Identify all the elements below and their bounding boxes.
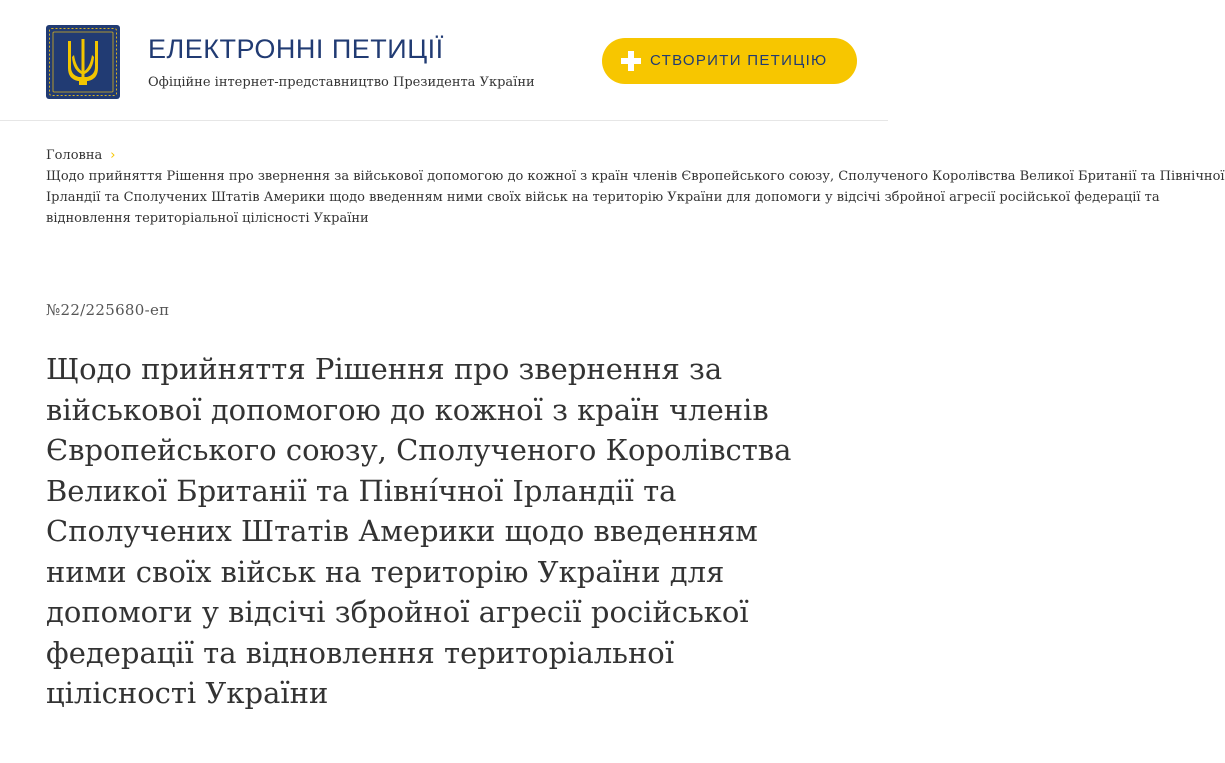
breadcrumb-home-link[interactable]: Головна [46,148,103,163]
petition-title-line: Європейського союзу, Сполученого Королівства [46,433,792,467]
breadcrumb [46,145,1225,229]
breadcrumb-current-line: відновлення територіальної цілісності України [46,211,369,226]
site-title[interactable]: ЕЛЕКТРОННІ ПЕТИЦІЇ [148,34,444,64]
breadcrumb-current-line: Щодо прийняття Рішення про звернення за військової допомогою до кожної з країн членів Європейського союзу, Сполученого Королівства Великої Британії та Північної [46,169,1225,184]
site-header [0,0,888,121]
trident-icon [46,25,120,99]
petition-title-line: ними своїх військ на територію України для [46,554,725,589]
petition-title-line: Великої Британії та Півні́чної Ірландії та [46,473,677,508]
create-petition-button[interactable] [602,38,857,84]
breadcrumb-current-line: Ірландії та Сполучених Штатів Америки щодо введенням ними своїх військ на територію України для допомоги у відсічі збройної агресії російської федерації та [46,190,1160,205]
petition-number: №22/225680-еп [46,301,170,319]
petition-title-line: федерації та відновлення територіальної [46,635,675,670]
petition-title [46,349,876,714]
petition-title-line: цілісності України [46,676,329,710]
petition-title-line: Щодо прийняття Рішення про звернення за [46,352,723,386]
site-logo[interactable] [46,25,120,99]
petition-title-line: допомоги у відсічі збройної агресії російської [46,595,749,629]
breadcrumb-current [46,166,1225,229]
create-petition-label: СТВОРИТИ ПЕТИЦІЮ [650,52,828,69]
chevron-right-icon: › [110,148,116,163]
site-subtitle: Офіційне інтернет-представництво Президента України [148,75,535,90]
plus-icon [621,51,641,71]
petition-title-line: військової допомогою до кожної з країн членів [46,392,769,427]
petition-title-line: Сполучених Штатів Америки щодо введенням [46,514,758,548]
